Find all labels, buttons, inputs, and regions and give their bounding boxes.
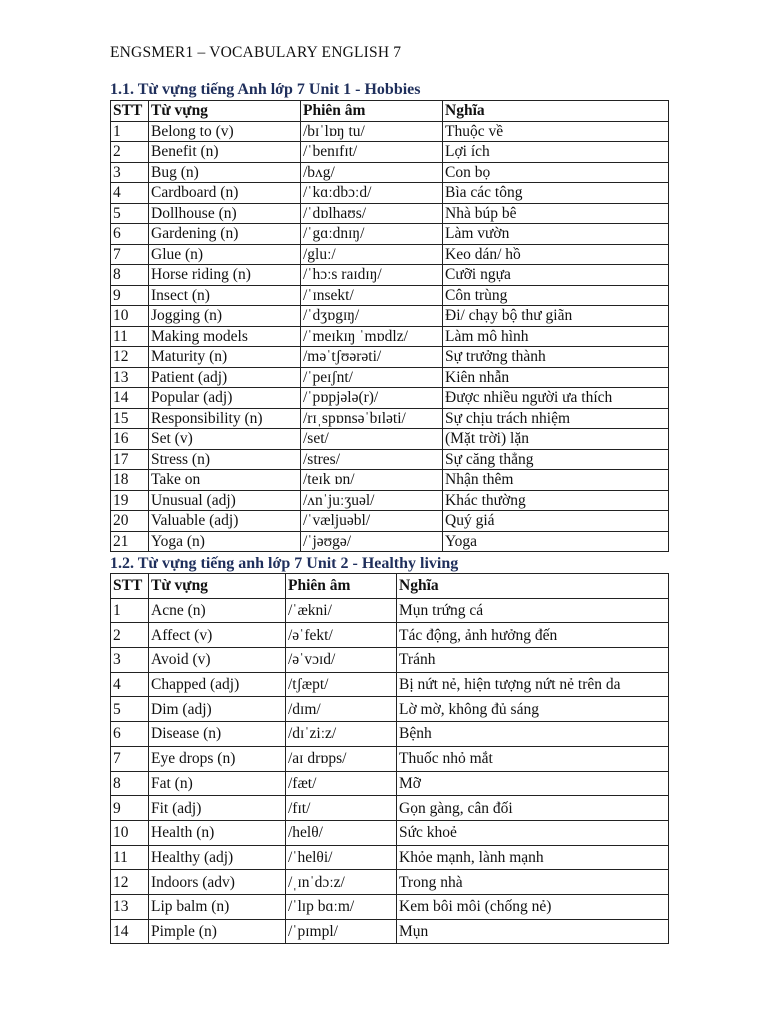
column-header-word: Từ vựng (149, 574, 286, 599)
cell-pronunciation: /fæt/ (286, 771, 397, 796)
cell-word: Gardening (n) (149, 224, 301, 245)
cell-pronunciation: /teɪk ɒn/ (301, 470, 443, 491)
cell-pronunciation: /set/ (301, 429, 443, 450)
table-row (111, 408, 669, 429)
cell-word: Fit (adj) (149, 796, 286, 821)
table-header-row (111, 101, 669, 122)
cell-meaning: Bệnh (397, 722, 669, 747)
cell-stt: 14 (111, 919, 149, 944)
cell-word: Set (v) (149, 429, 301, 450)
cell-stt: 10 (111, 820, 149, 845)
table-row (111, 367, 669, 388)
table-row (111, 162, 669, 183)
cell-pronunciation: /ˈhelθi/ (286, 845, 397, 870)
cell-stt: 19 (111, 490, 149, 511)
cell-meaning: Tránh (397, 648, 669, 673)
cell-meaning: Làm mô hình (443, 326, 669, 347)
cell-stt: 5 (111, 697, 149, 722)
cell-stt: 18 (111, 470, 149, 491)
table-row (111, 490, 669, 511)
cell-stt: 1 (111, 121, 149, 142)
cell-meaning: Thuộc về (443, 121, 669, 142)
cell-word: Responsibility (n) (149, 408, 301, 429)
cell-word: Horse riding (n) (149, 265, 301, 286)
cell-pronunciation: /dɪm/ (286, 697, 397, 722)
cell-stt: 16 (111, 429, 149, 450)
cell-stt: 14 (111, 388, 149, 409)
cell-meaning: Nhận thêm (443, 470, 669, 491)
cell-stt: 8 (111, 265, 149, 286)
cell-meaning: Quý giá (443, 511, 669, 532)
cell-meaning: Khác thường (443, 490, 669, 511)
table-row (111, 722, 669, 747)
cell-pronunciation: /ˈdɒlhaʊs/ (301, 203, 443, 224)
table-row (111, 771, 669, 796)
cell-stt: 1 (111, 598, 149, 623)
cell-pronunciation: /tʃæpt/ (286, 672, 397, 697)
table-row (111, 326, 669, 347)
section-title-unit-1: 1.1. Từ vựng tiếng Anh lớp 7 Unit 1 - Hobbies (110, 81, 421, 98)
table-row (111, 623, 669, 648)
cell-stt: 9 (111, 285, 149, 306)
cell-word: Glue (n) (149, 244, 301, 265)
table-row (111, 142, 669, 163)
cell-meaning: Sự trưởng thành (443, 347, 669, 368)
cell-stt: 3 (111, 648, 149, 673)
cell-pronunciation: /rɪˌspɒnsəˈbɪləti/ (301, 408, 443, 429)
column-header-stt: STT (111, 101, 149, 122)
cell-stt: 11 (111, 845, 149, 870)
section-title-unit-2: 1.2. Từ vựng tiếng anh lớp 7 Unit 2 - Healthy living (110, 555, 459, 572)
column-header-pronunciation: Phiên âm (286, 574, 397, 599)
cell-pronunciation: /ˌɪnˈdɔːz/ (286, 870, 397, 895)
cell-word: Lip balm (n) (149, 894, 286, 919)
cell-pronunciation: /ˈgɑːdnɪŋ/ (301, 224, 443, 245)
table-row (111, 820, 669, 845)
cell-meaning: Nhà búp bê (443, 203, 669, 224)
cell-pronunciation: /ʌnˈjuːʒuəl/ (301, 490, 443, 511)
vocabulary-table-unit-2 (110, 573, 669, 944)
cell-meaning: Kiên nhẫn (443, 367, 669, 388)
table-row (111, 203, 669, 224)
cell-meaning: Cưỡi ngựa (443, 265, 669, 286)
cell-word: Dollhouse (n) (149, 203, 301, 224)
cell-pronunciation: /ˈkɑːdbɔːd/ (301, 183, 443, 204)
cell-meaning: Được nhiều người ưa thích (443, 388, 669, 409)
cell-meaning: Côn trùng (443, 285, 669, 306)
cell-meaning: Mụn (397, 919, 669, 944)
table-row (111, 121, 669, 142)
cell-pronunciation: /ˈpeɪʃnt/ (301, 367, 443, 388)
cell-stt: 13 (111, 894, 149, 919)
table-row (111, 894, 669, 919)
cell-meaning: Gọn gàng, cân đối (397, 796, 669, 821)
cell-pronunciation: /ˈvæljuəbl/ (301, 511, 443, 532)
cell-pronunciation: /bɪˈlɒŋ tu/ (301, 121, 443, 142)
table-row (111, 697, 669, 722)
column-header-meaning: Nghĩa (443, 101, 669, 122)
table-row (111, 511, 669, 532)
cell-pronunciation: /əˈfekt/ (286, 623, 397, 648)
cell-word: Yoga (n) (149, 531, 301, 552)
cell-meaning: Làm vườn (443, 224, 669, 245)
column-header-word: Từ vựng (149, 101, 301, 122)
cell-pronunciation: /ˈɪnsekt/ (301, 285, 443, 306)
cell-pronunciation: /ˈpɒpjələ(r)/ (301, 388, 443, 409)
cell-word: Insect (n) (149, 285, 301, 306)
cell-word: Making models (149, 326, 301, 347)
cell-stt: 21 (111, 531, 149, 552)
cell-word: Unusual (adj) (149, 490, 301, 511)
table-row (111, 285, 669, 306)
table-row (111, 531, 669, 552)
cell-meaning: Kem bôi môi (chống nẻ) (397, 894, 669, 919)
cell-word: Cardboard (n) (149, 183, 301, 204)
cell-stt: 20 (111, 511, 149, 532)
cell-stt: 17 (111, 449, 149, 470)
cell-stt: 2 (111, 142, 149, 163)
cell-pronunciation: /bʌg/ (301, 162, 443, 183)
cell-stt: 7 (111, 244, 149, 265)
cell-meaning: Sức khoẻ (397, 820, 669, 845)
cell-stt: 7 (111, 746, 149, 771)
cell-meaning: Yoga (443, 531, 669, 552)
cell-word: Chapped (adj) (149, 672, 286, 697)
table-row (111, 244, 669, 265)
cell-meaning: Keo dán/ hồ (443, 244, 669, 265)
cell-meaning: Sự căng thẳng (443, 449, 669, 470)
cell-stt: 5 (111, 203, 149, 224)
cell-meaning: Bìa các tông (443, 183, 669, 204)
cell-word: Valuable (adj) (149, 511, 301, 532)
table-row (111, 870, 669, 895)
cell-pronunciation: /helθ/ (286, 820, 397, 845)
column-header-stt: STT (111, 574, 149, 599)
cell-word: Bug (n) (149, 162, 301, 183)
cell-stt: 3 (111, 162, 149, 183)
cell-meaning: Lợi ích (443, 142, 669, 163)
cell-stt: 11 (111, 326, 149, 347)
cell-word: Affect (v) (149, 623, 286, 648)
cell-word: Take on (149, 470, 301, 491)
cell-meaning: Đi/ chạy bộ thư giãn (443, 306, 669, 327)
cell-word: Benefit (n) (149, 142, 301, 163)
cell-meaning: Tác động, ảnh hưởng đến (397, 623, 669, 648)
table-body-unit-2 (111, 598, 669, 944)
cell-meaning: Bị nứt nẻ, hiện tượng nứt nẻ trên da (397, 672, 669, 697)
table-row (111, 449, 669, 470)
cell-meaning: Sự chịu trách nhiệm (443, 408, 669, 429)
cell-word: Health (n) (149, 820, 286, 845)
cell-pronunciation: /dɪˈziːz/ (286, 722, 397, 747)
table-row (111, 183, 669, 204)
table-header-row (111, 574, 669, 599)
table-row (111, 306, 669, 327)
cell-word: Fat (n) (149, 771, 286, 796)
cell-stt: 4 (111, 672, 149, 697)
cell-word: Disease (n) (149, 722, 286, 747)
cell-meaning: Thuốc nhỏ mắt (397, 746, 669, 771)
cell-word: Acne (n) (149, 598, 286, 623)
table-row (111, 672, 669, 697)
cell-word: Jogging (n) (149, 306, 301, 327)
table-row (111, 796, 669, 821)
cell-pronunciation: /əˈvɔɪd/ (286, 648, 397, 673)
cell-pronunciation: /ˈjəʊgə/ (301, 531, 443, 552)
cell-meaning: Con bọ (443, 162, 669, 183)
table-row (111, 648, 669, 673)
cell-pronunciation: /fɪt/ (286, 796, 397, 821)
cell-stt: 6 (111, 224, 149, 245)
cell-word: Dim (adj) (149, 697, 286, 722)
cell-meaning: Khỏe mạnh, lành mạnh (397, 845, 669, 870)
table-row (111, 470, 669, 491)
cell-stt: 15 (111, 408, 149, 429)
table-row (111, 265, 669, 286)
cell-word: Popular (adj) (149, 388, 301, 409)
table-row (111, 224, 669, 245)
cell-meaning: Mụn trứng cá (397, 598, 669, 623)
cell-stt: 2 (111, 623, 149, 648)
cell-stt: 8 (111, 771, 149, 796)
cell-word: Eye drops (n) (149, 746, 286, 771)
table-row (111, 919, 669, 944)
cell-word: Stress (n) (149, 449, 301, 470)
cell-pronunciation: /stres/ (301, 449, 443, 470)
table-row (111, 598, 669, 623)
cell-stt: 10 (111, 306, 149, 327)
table-row (111, 429, 669, 450)
cell-pronunciation: /ˈbenɪfɪt/ (301, 142, 443, 163)
cell-pronunciation: /məˈtʃʊərəti/ (301, 347, 443, 368)
table-body-unit-1 (111, 121, 669, 552)
cell-stt: 13 (111, 367, 149, 388)
cell-pronunciation: /ˈdʒɒgɪŋ/ (301, 306, 443, 327)
cell-word: Healthy (adj) (149, 845, 286, 870)
table-row (111, 746, 669, 771)
document-header: ENGSMER1 – VOCABULARY ENGLISH 7 (110, 44, 402, 61)
column-header-meaning: Nghĩa (397, 574, 669, 599)
column-header-pronunciation: Phiên âm (301, 101, 443, 122)
cell-word: Avoid (v) (149, 648, 286, 673)
cell-meaning: Trong nhà (397, 870, 669, 895)
cell-word: Patient (adj) (149, 367, 301, 388)
cell-word: Maturity (n) (149, 347, 301, 368)
cell-stt: 12 (111, 870, 149, 895)
cell-meaning: Mỡ (397, 771, 669, 796)
cell-stt: 12 (111, 347, 149, 368)
cell-meaning: Lờ mờ, không đủ sáng (397, 697, 669, 722)
cell-word: Pimple (n) (149, 919, 286, 944)
cell-stt: 4 (111, 183, 149, 204)
table-row (111, 388, 669, 409)
cell-word: Indoors (adv) (149, 870, 286, 895)
vocabulary-table-unit-1 (110, 100, 669, 552)
cell-word: Belong to (v) (149, 121, 301, 142)
cell-pronunciation: /gluː/ (301, 244, 443, 265)
cell-pronunciation: /ˈækni/ (286, 598, 397, 623)
table-row (111, 845, 669, 870)
cell-pronunciation: /aɪ drɒps/ (286, 746, 397, 771)
table-row (111, 347, 669, 368)
cell-stt: 6 (111, 722, 149, 747)
cell-pronunciation: /ˈlɪp bɑːm/ (286, 894, 397, 919)
cell-stt: 9 (111, 796, 149, 821)
cell-pronunciation: /ˈpɪmpl/ (286, 919, 397, 944)
cell-meaning: (Mặt trời) lặn (443, 429, 669, 450)
cell-pronunciation: /ˈhɔːs raɪdɪŋ/ (301, 265, 443, 286)
cell-pronunciation: /ˈmeɪkɪŋ ˈmɒdlz/ (301, 326, 443, 347)
